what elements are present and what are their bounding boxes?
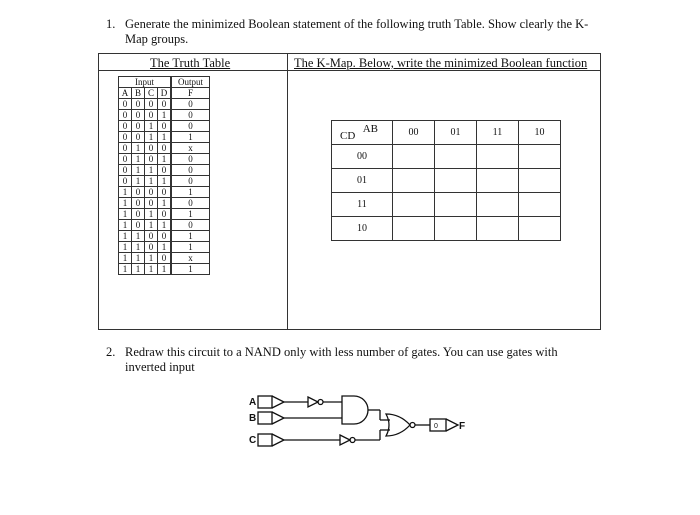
- input-cell: 0: [158, 121, 172, 132]
- truth-table-row: [119, 110, 210, 121]
- input-cell: 1: [145, 121, 158, 132]
- input-cell: 1: [145, 264, 158, 275]
- output-cell: 1: [171, 264, 210, 275]
- kmap-grid: [331, 120, 561, 241]
- output-cell: x: [171, 143, 210, 154]
- kmap-cell[interactable]: [435, 169, 477, 193]
- not-gate-c-icon: [340, 435, 350, 445]
- truth-table-row: [119, 198, 210, 209]
- input-cell: 0: [132, 209, 145, 220]
- truth-table-row: [119, 176, 210, 187]
- input-cell: 0: [158, 165, 172, 176]
- input-cell: 0: [119, 132, 132, 143]
- question-2-number: 2.: [106, 345, 116, 359]
- input-cell: 1: [158, 264, 172, 275]
- truth-table-heading: The Truth Table: [150, 56, 231, 70]
- input-cell: 0: [119, 165, 132, 176]
- input-cell: 1: [119, 220, 132, 231]
- kmap-row: [332, 145, 561, 169]
- input-cell: 1: [158, 198, 172, 209]
- truth-table-row: [119, 143, 210, 154]
- kmap-cell[interactable]: [435, 193, 477, 217]
- output-label: Output: [171, 77, 210, 88]
- input-cell: 1: [132, 231, 145, 242]
- truth-table-row: [119, 242, 210, 253]
- truth-table-row: [119, 231, 210, 242]
- question-2-text: Redraw this circuit to a NAND only with less number of gates. You can use gates with inverted input: [125, 345, 558, 374]
- input-cell: 0: [119, 143, 132, 154]
- input-cell: 0: [132, 220, 145, 231]
- kmap-cell[interactable]: [435, 217, 477, 241]
- not-gate-a-icon: [308, 397, 318, 407]
- output-cell: 0: [171, 176, 210, 187]
- output-cell: 1: [171, 242, 210, 253]
- input-cell: 1: [145, 132, 158, 143]
- input-cell: 0: [158, 253, 172, 264]
- kmap-cell[interactable]: [393, 193, 435, 217]
- input-cell: 0: [119, 121, 132, 132]
- input-cell: 1: [119, 187, 132, 198]
- input-cell: 0: [158, 187, 172, 198]
- input-cell: 0: [145, 154, 158, 165]
- input-cell: 1: [119, 253, 132, 264]
- output-cell: 0: [171, 110, 210, 121]
- truth-table-row: [119, 121, 210, 132]
- input-cell: 0: [145, 187, 158, 198]
- input-cell: 0: [145, 99, 158, 110]
- input-cell: 0: [158, 209, 172, 220]
- question-2: [106, 345, 586, 375]
- input-cell: 1: [158, 110, 172, 121]
- input-cell: 1: [145, 253, 158, 264]
- kmap-row-label: 00: [332, 145, 393, 169]
- input-cell: 0: [119, 176, 132, 187]
- input-cell: 1: [132, 154, 145, 165]
- input-cell: 1: [132, 165, 145, 176]
- output-cell: 1: [171, 231, 210, 242]
- input-cell: 0: [145, 242, 158, 253]
- logic-circuit-diagram: [240, 390, 490, 460]
- input-cell: 1: [158, 176, 172, 187]
- input-cell: 1: [158, 132, 172, 143]
- input-cell: 0: [158, 143, 172, 154]
- question-1-text: Generate the minimized Boolean statement of the following truth Table. Show clearly the K-Map groups.: [125, 17, 589, 46]
- input-c-label: C: [249, 435, 257, 446]
- col-f-header: F: [171, 88, 210, 99]
- truth-table-row: [119, 132, 210, 143]
- kmap-cell[interactable]: [519, 193, 561, 217]
- output-cell: 1: [171, 132, 210, 143]
- input-cell: 1: [145, 220, 158, 231]
- and-gate-icon: [342, 396, 368, 424]
- input-a-buffer-icon: [258, 396, 284, 408]
- truth-table-row: [119, 187, 210, 198]
- kmap-heading: The K-Map. Below, write the minimized Boolean function: [294, 56, 588, 70]
- input-cell: 1: [119, 231, 132, 242]
- kmap-cell[interactable]: [393, 145, 435, 169]
- truth-table-group-header: [119, 77, 210, 88]
- kmap-row-label: 10: [332, 217, 393, 241]
- truth-table-row: [119, 264, 210, 275]
- input-cell: 1: [119, 209, 132, 220]
- input-cell: 0: [158, 231, 172, 242]
- kmap-cell[interactable]: [477, 217, 519, 241]
- input-cell: 0: [145, 231, 158, 242]
- input-cell: 0: [132, 121, 145, 132]
- input-cell: 0: [132, 198, 145, 209]
- question-1: [106, 17, 606, 47]
- nor-gate-icon: [386, 414, 410, 436]
- kmap-col-label: 10: [519, 121, 561, 145]
- output-cell: 0: [171, 99, 210, 110]
- truth-table-row: [119, 154, 210, 165]
- output-cell: 0: [171, 165, 210, 176]
- input-cell: 0: [145, 143, 158, 154]
- output-f-label: F: [459, 421, 466, 432]
- kmap-col-label: 01: [435, 121, 477, 145]
- input-cell: 0: [145, 110, 158, 121]
- output-buffer-label: 0: [434, 423, 438, 430]
- truth-table-row: [119, 253, 210, 264]
- kmap-row-label: 11: [332, 193, 393, 217]
- output-cell: 0: [171, 198, 210, 209]
- kmap-header-row: [332, 121, 561, 145]
- kmap-cell[interactable]: [477, 193, 519, 217]
- col-d-header: D: [158, 88, 172, 99]
- input-cell: 1: [132, 143, 145, 154]
- output-cell: 1: [171, 187, 210, 198]
- truth-table-row: [119, 220, 210, 231]
- input-b-buffer-icon: [258, 412, 284, 424]
- input-cell: 1: [119, 242, 132, 253]
- input-cell: 1: [145, 176, 158, 187]
- kmap-cell[interactable]: [393, 217, 435, 241]
- input-cell: 1: [132, 264, 145, 275]
- input-cell: 1: [132, 176, 145, 187]
- input-cell: 1: [119, 198, 132, 209]
- input-cell: 0: [119, 110, 132, 121]
- output-cell: x: [171, 253, 210, 264]
- output-cell: 0: [171, 154, 210, 165]
- kmap-cell[interactable]: [477, 169, 519, 193]
- input-a-label: A: [249, 397, 257, 408]
- input-cell: 0: [132, 187, 145, 198]
- input-cell: 1: [158, 154, 172, 165]
- kmap-col-label: 11: [477, 121, 519, 145]
- truth-table-row: [119, 99, 210, 110]
- input-cell: 1: [158, 220, 172, 231]
- input-cell: 0: [132, 99, 145, 110]
- input-label: Input: [119, 77, 172, 88]
- input-cell: 1: [145, 209, 158, 220]
- question-1-number: 1.: [106, 17, 116, 31]
- kmap-cell[interactable]: [435, 145, 477, 169]
- truth-table: [118, 76, 210, 275]
- kmap-col-var: AB: [362, 123, 378, 135]
- truth-table-row: [119, 165, 210, 176]
- input-c-buffer-icon: [258, 434, 284, 446]
- kmap-row: [332, 193, 561, 217]
- input-cell: 0: [145, 198, 158, 209]
- input-b-label: B: [249, 413, 257, 424]
- col-b-header: B: [132, 88, 145, 99]
- col-c-header: C: [145, 88, 158, 99]
- input-cell: 1: [145, 165, 158, 176]
- output-cell: 0: [171, 121, 210, 132]
- input-cell: 1: [132, 253, 145, 264]
- input-cell: 0: [119, 154, 132, 165]
- kmap-row-var: CD: [340, 130, 356, 142]
- kmap-cell[interactable]: [477, 145, 519, 169]
- kmap-col-label: 00: [393, 121, 435, 145]
- kmap-cell[interactable]: [519, 145, 561, 169]
- input-cell: 1: [132, 242, 145, 253]
- kmap-row: [332, 169, 561, 193]
- input-cell: 0: [132, 110, 145, 121]
- kmap-row: [332, 217, 561, 241]
- input-cell: 1: [158, 242, 172, 253]
- truth-table-row: [119, 209, 210, 220]
- kmap-cell[interactable]: [393, 169, 435, 193]
- output-cell: 1: [171, 209, 210, 220]
- input-cell: 0: [132, 132, 145, 143]
- input-cell: 0: [119, 99, 132, 110]
- kmap-corner: [332, 121, 393, 145]
- kmap-cell[interactable]: [519, 217, 561, 241]
- kmap-cell[interactable]: [519, 169, 561, 193]
- truth-table-column-header: [119, 88, 210, 99]
- col-a-header: A: [119, 88, 132, 99]
- kmap-row-label: 01: [332, 169, 393, 193]
- answer-box-divider: [287, 53, 288, 330]
- output-cell: 0: [171, 220, 210, 231]
- input-cell: 0: [158, 99, 172, 110]
- input-cell: 1: [119, 264, 132, 275]
